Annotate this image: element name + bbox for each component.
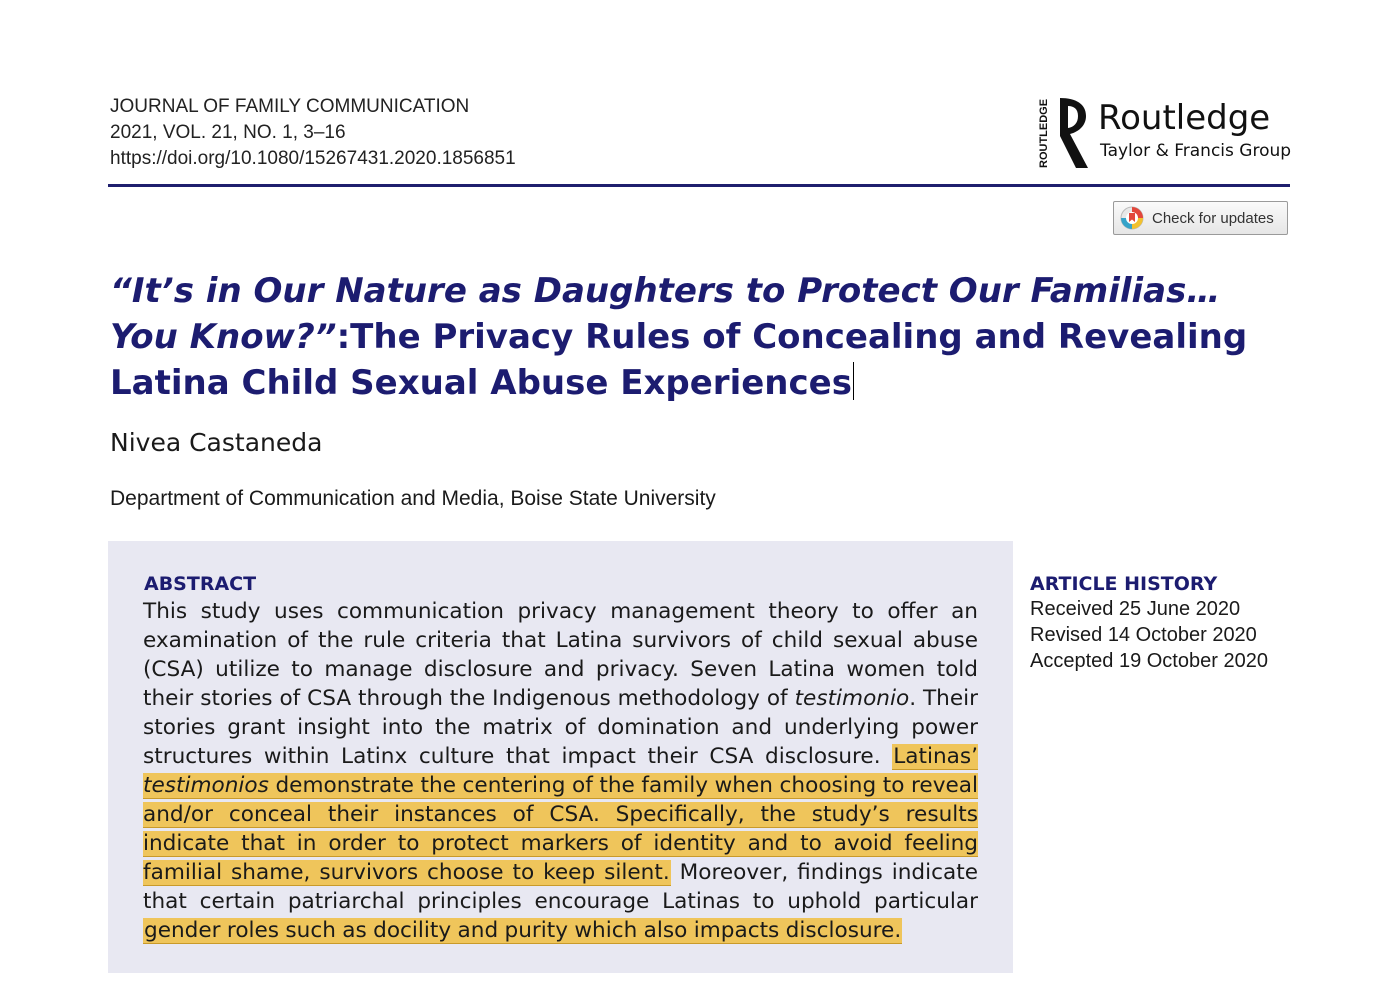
article-title-italic: “It’s in Our Nature as Daughters to Protect Our Familias… You Know?” <box>110 271 1221 357</box>
check-for-updates-button[interactable] <box>1113 201 1288 235</box>
article-author[interactable]: Nivea Castaneda <box>110 428 323 457</box>
article-title <box>110 268 1295 406</box>
publisher-group: Taylor & Francis Group <box>1100 141 1292 161</box>
abstract-text <box>143 597 978 945</box>
abstract-text-part: This study uses communication privacy management theory to offer an examination of the rule criteria that Latina survivors of child sexual abuse (CSA) utilize to manage disclosure and privacy. Seven Latina women told their stories of CSA through the Indigenous methodology of <box>143 599 978 711</box>
highlight-text: demonstrate the centering of the family when choosing to reveal and/or conceal their instances of CSA. Specifically, the study’s results indicate that in order to protect markers of identity and to avoid feeling familial shame, survivors choose to keep silent. <box>143 773 978 885</box>
abstract-text-italic: testimonio <box>794 686 910 711</box>
header-divider <box>108 184 1290 187</box>
crossmark-icon <box>1120 206 1144 230</box>
history-revised: Revised 14 October 2020 <box>1030 624 1257 646</box>
publisher-name: Routledge <box>1098 98 1271 138</box>
highlight-text-italic: testimonios <box>143 773 269 798</box>
history-accepted: Accepted 19 October 2020 <box>1030 650 1268 672</box>
journal-volume: 2021, VOL. 21, NO. 1, 3–16 <box>110 122 346 143</box>
journal-header <box>110 94 710 172</box>
article-history-list <box>1030 596 1268 674</box>
history-received: Received 25 June 2020 <box>1030 598 1241 620</box>
article-history-heading: ARTICLE HISTORY <box>1030 573 1218 595</box>
publisher-logo[interactable] <box>1038 94 1298 174</box>
highlight-text: Latinas’ <box>893 744 978 769</box>
abstract-text-part: Moreover, findings indicate that certain patriarchal principles encourage Latinas to uphold particular <box>143 860 979 914</box>
text-cursor <box>853 362 854 400</box>
journal-doi-link[interactable]: https://doi.org/10.1080/15267431.2020.1856851 <box>110 148 516 169</box>
journal-name: JOURNAL OF FAMILY COMMUNICATION <box>110 96 470 117</box>
abstract-heading: ABSTRACT <box>144 573 257 595</box>
author-affiliation: Department of Communication and Media, Boise State University <box>110 487 716 510</box>
article-title-rest: :The Privacy Rules of Concealing and Revealing Latina Child Sexual Abuse Experiences <box>110 317 1248 403</box>
abstract-text-part: . Their stories grant insight into the matrix of domination and underlying power structures within Latinx culture that impact their CSA disclosure. <box>143 686 978 769</box>
publisher-vertical-mark: ROUTLEDGE <box>1038 98 1050 168</box>
routledge-logo-icon <box>1056 96 1090 170</box>
check-for-updates-label: Check for updates <box>1152 209 1274 227</box>
highlight-annotation[interactable]: gender roles such as docility and purity which also impacts disclosure. <box>144 918 902 943</box>
